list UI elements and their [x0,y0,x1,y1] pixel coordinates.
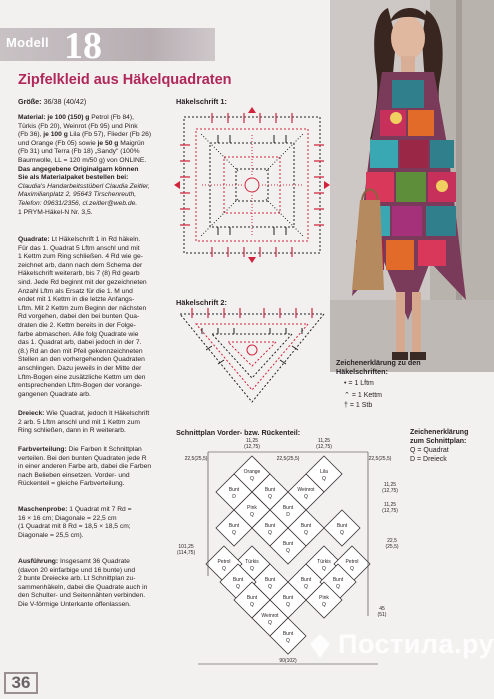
schnittplan-cell-name: Bunt [300,523,312,529]
schnittplan-cell-name: Bunt [264,487,276,493]
dim-row-right: 22,5(25,5) [368,456,392,462]
schnittplan-cell-type: Q [268,494,272,500]
text-line: zeichnet arb, dann nach dem Schema der [18,261,143,269]
legend2-title-line1: Zeichenerklärung [410,429,469,436]
schnittplan-cell-name: Bunt [228,523,240,529]
legend-title-line1: Zeichenerklärung zu den [336,358,421,367]
schnittplan-cell-name: Pink [319,595,329,601]
schnittplan-cell-type: Q [350,566,354,572]
page-number: 36 [4,672,38,694]
schnittplan-cell-name: Bunt [282,595,294,601]
schnittplan-cell-type: Q [286,602,290,608]
text-line: Türkis (Fb 20), Weinrot (Fb 95) und Pink [18,122,138,130]
schnittplan-cell-type: Q [250,476,254,482]
schnittplan-cell-type: Q [236,584,240,590]
dim-bottom-width: 90(102) [279,658,297,664]
ausfuehrung-section [18,558,168,610]
text-line: 16 × 16 cm; Diagonale = 22,5 cm [18,514,117,522]
schnittplan-cell-name: Türkis [245,559,259,565]
text-line: Material: je 100 (150) g Petrol (Fb 84), [18,114,134,121]
dim-left-height-2: (114,75) [176,550,196,556]
maschenprobe-section [18,506,168,540]
text-line: entsprechenden Lftm-Bogen der vorange- [18,382,143,390]
schnittplan-cell-type: Q [336,584,340,590]
schnittplan-cell-type: Q [304,584,308,590]
legend2-title-line2: zum Schnittplan: [410,438,467,445]
legend2-dreieck: D = Dreieck [410,456,447,463]
text-line: sind. Jede Rd beginnt mit der gezeichneten [18,278,147,286]
dress-illustration [330,0,494,372]
text-line: verteilen. Bei den bunten Quadraten jede R [18,454,147,462]
text-line: Telefon: 09631/2356, cl.zeitler@web.de. [18,199,138,207]
text-line: farbe abmaschen. Alle folg Quadrate wie [18,330,139,338]
schnittplan-cell-name: Bunt [228,487,240,493]
text-line: Die V-förmige Unterkante offenlassen. [18,600,131,608]
legend-item-lftm [344,380,374,387]
schnittplan-cell-name: Weinrot [297,487,315,493]
dim-top-left: 11,25 [245,438,259,444]
schnittplan-cell-name: Bunt [282,631,294,637]
farbverteilung-section [18,446,168,489]
dim-right-height: 45 [379,606,385,612]
text-line: 2 arb. 5 Lftm anschl und mit 1 Kettm zum [18,418,140,426]
text-line: Lftm. Mit 2 Kettm zum Beginn der nächsten [18,304,147,312]
dreieck-section [18,410,168,436]
schnittplan-cell-type: Q [286,548,290,554]
modell-number: 18 [64,25,102,67]
schnittplan-cell-name: Petrol [345,559,359,565]
schnittplan-cell-type: D [286,512,290,518]
dim-row-left: 22,5(25,5) [184,456,208,462]
chart1-label: Häkelschrift 1: [176,97,227,106]
dim-side-r3b: (25,5) [385,544,399,550]
text-line: Ausführung: Insgesamt 36 Quadrate [18,558,130,565]
legend-title-line2: Häkelschriften: [336,367,388,376]
text-line: Stellen an den vorhergehenden Quadraten [18,356,145,364]
size-value: 36/38 (40/42) [43,97,87,106]
dim-row-mid: 22,5(25,5) [276,456,300,462]
dim-right-height-2: (51) [377,612,387,618]
text-line: Rd vorgehen, dabei den bei bunten Qua- [18,313,140,321]
schnittplan-cell-name: Bunt [336,523,348,529]
schnittplan-cell-type: Q [268,530,272,536]
model-header-band [0,25,215,67]
text-line: (Fb 36), je 100 g Lila (Fb 57), Flieder (Fb 26) [18,131,152,139]
text-line: (davon 20 einfarbige und 16 bunte) und [18,566,136,574]
text-line: 2 bunte Dreiecke arb. Lt Schnittplan zu- [18,575,136,583]
schnittplan-cell-type: D [232,494,236,500]
schnittplan-legend [410,428,468,464]
text-line: sammenhäkeln, dabei die Quadrate auch in [18,583,148,591]
schnittplan-cell-name: Türkis [317,559,331,565]
schnittplan-cell-type: Q [232,530,236,536]
slip-stitch-symbol-icon: ⌃ [344,392,350,399]
legend-lftm-text: = 1 Lftm [348,380,374,387]
size-line [18,97,86,106]
crochet-chart-2 [172,306,332,406]
page-title: Zipfelkleid aus Häkelquadraten [18,72,232,88]
text-line: draten die 2. Kettm bereits in der Folge- [18,321,136,329]
dim-side-r2b: (12,75) [382,508,398,514]
schnittplan-cell-type: Q [250,602,254,608]
schnittplan-cell-type: Q [322,476,326,482]
schnittplan-cell-name: Bunt [264,577,276,583]
text-line: Farbverteilung: Die Farben lt Schnittplan [18,446,142,453]
schnittplan-cell-name: Petrol [217,559,231,565]
text-line: den Schulter- und Seitennähten verbinden. [18,592,146,600]
legend-item-stb [344,402,372,409]
dim-top-right-2: (12,75) [316,444,332,450]
text-line: Das angegebene Originalgarn können [18,165,139,173]
schnittplan-cell-type: Q [322,566,326,572]
text-line: Baumwolle, LL = 120 m/50 g) von ONLINE. [18,156,147,164]
treble-symbol-icon: † [344,402,348,409]
text-line: nach Belieben einsetzen. Vorder- und [18,471,130,479]
schnittplan-cell-type: Q [250,566,254,572]
schnittplan-cell-type: Q [304,530,308,536]
schnittplan-cell-name: Pink [247,505,257,511]
quadrate-section [18,236,168,399]
dim-side-r3: 22,5 [387,538,397,544]
schnittplan-cell-name: Lila [320,469,328,475]
text-line: das 1. Quadrat arb, dabei jedoch in der 7. [18,339,142,347]
dim-side-r1b: (12,75) [382,488,398,494]
text-line: Dreieck: Wie Quadrat, jedoch lt Häkelschrift [18,410,150,417]
dim-left-height: 101,25 [178,544,194,550]
schnittplan-cell-name: Weinrot [261,613,279,619]
text-line: 1 Kettm zum Ring schließen. 4 Rd wie ge- [18,253,143,261]
crochet-chart-1 [172,105,332,265]
dim-side-r2: 11,25 [383,502,397,508]
text-line: Maschenprobe: 1 Quadrat mit 7 Rd = [18,506,132,513]
modell-label: Modell [6,35,49,50]
schnittplan-cell-name: Bunt [232,577,244,583]
text-line: Diagonale = 25,5 cm). [18,531,84,539]
text-line: 1 PRYM-Häkel-N Nr. 3,5. [18,208,93,216]
legend-title [336,358,421,376]
size-label: Größe: [18,97,42,106]
schnittplan-cell-type: Q [322,602,326,608]
chain-symbol-icon: • [344,380,347,387]
text-line: anschlingen. Dazu jeweils in der Mitte der [18,364,142,372]
text-line: Ring schließen, dann in R weiterarb. [18,427,126,435]
chart2-label: Häkelschrift 2: [176,298,227,307]
text-line: Häkelschrift weiterarb, bis 7 (8) Rd gearb [18,270,140,278]
dim-top-right: 11,25 [317,438,331,444]
text-line: Sie als Materialpaket bestellen bei: [18,174,129,182]
schnittplan-cell-type: Q [304,494,308,500]
text-line: und Orange (Fb 05) sowie je 50 g Maigrün [18,139,145,147]
schnittplan-cell-type: Q [222,566,226,572]
text-line: (Fb 31) und Terra (Fb 18) „Sandy" (100% [18,148,140,156]
legend-kettm-text: = 1 Kettm [351,392,382,399]
schnittplan-cell-name: Bunt [246,595,258,601]
schnittplan-cell-name: Bunt [264,523,276,529]
schnittplan-cell-type: Q [268,620,272,626]
schnittplan-cell-type: Q [340,530,344,536]
text-line: Für das 1. Quadrat 5 Lftm anschl und mit [18,244,140,252]
schnittplan-cell-type: Q [268,584,272,590]
text-line: Quadrate: Lt Häkelschrift 1 in Rd häkeln. [18,236,141,243]
model-photo [330,0,494,372]
schnittplan-cell-type: Q [250,512,254,518]
schnittplan-cell-type: Q [286,638,290,644]
watermark-text: Постила.ру [338,629,494,659]
material-section [18,114,168,217]
legend2-quadrat: Q = Quadrat [410,447,449,454]
text-line: (1 Quadrat mit 8 Rd = 18,5 × 18,5 cm; [18,523,131,531]
schnittplan-cell-name: Bunt [332,577,344,583]
schnittplan-title: Schnittplan Vorder- bzw. Rückenteil: [176,428,301,437]
text-line: gangenen Quadrate arb. [18,390,91,398]
legend-stb-text: = 1 Stb [349,402,373,409]
text-line: Claudia's Handarbeitsstüberl Claudia Zeitler, [18,182,150,190]
schnittplan-cell-name: Bunt [282,541,294,547]
text-line: Rückenteil = gleiche Farbverteilung. [18,480,125,488]
text-line: endet mit 1 Kettm in die letzte Anfangs- [18,296,135,304]
schnittplan-cell-name: Bunt [282,505,294,511]
text-line: Anzahl Lftm als Ersatz für die 1. M und [18,287,133,295]
schnittplan-cell-name: Orange [243,469,261,475]
legend-item-kettm [344,391,382,399]
text-line: Maximilianplatz 2, 95643 Tirschenreuth, [18,191,137,199]
text-line: in einer anderen Farbe arb, dabei die Farben [18,463,152,471]
watermark-logo-icon [306,632,334,660]
text-line: (8.) Rd an den mit Pfeil gekennzeichneten [18,347,143,355]
dim-side-r1: 11,25 [383,482,397,488]
text-line: Lftm-Bogen eine zusätzliche Kettm um den [18,373,146,381]
dim-top-left-2: (12,75) [244,444,260,450]
schnittplan-cell-name: Bunt [300,577,312,583]
